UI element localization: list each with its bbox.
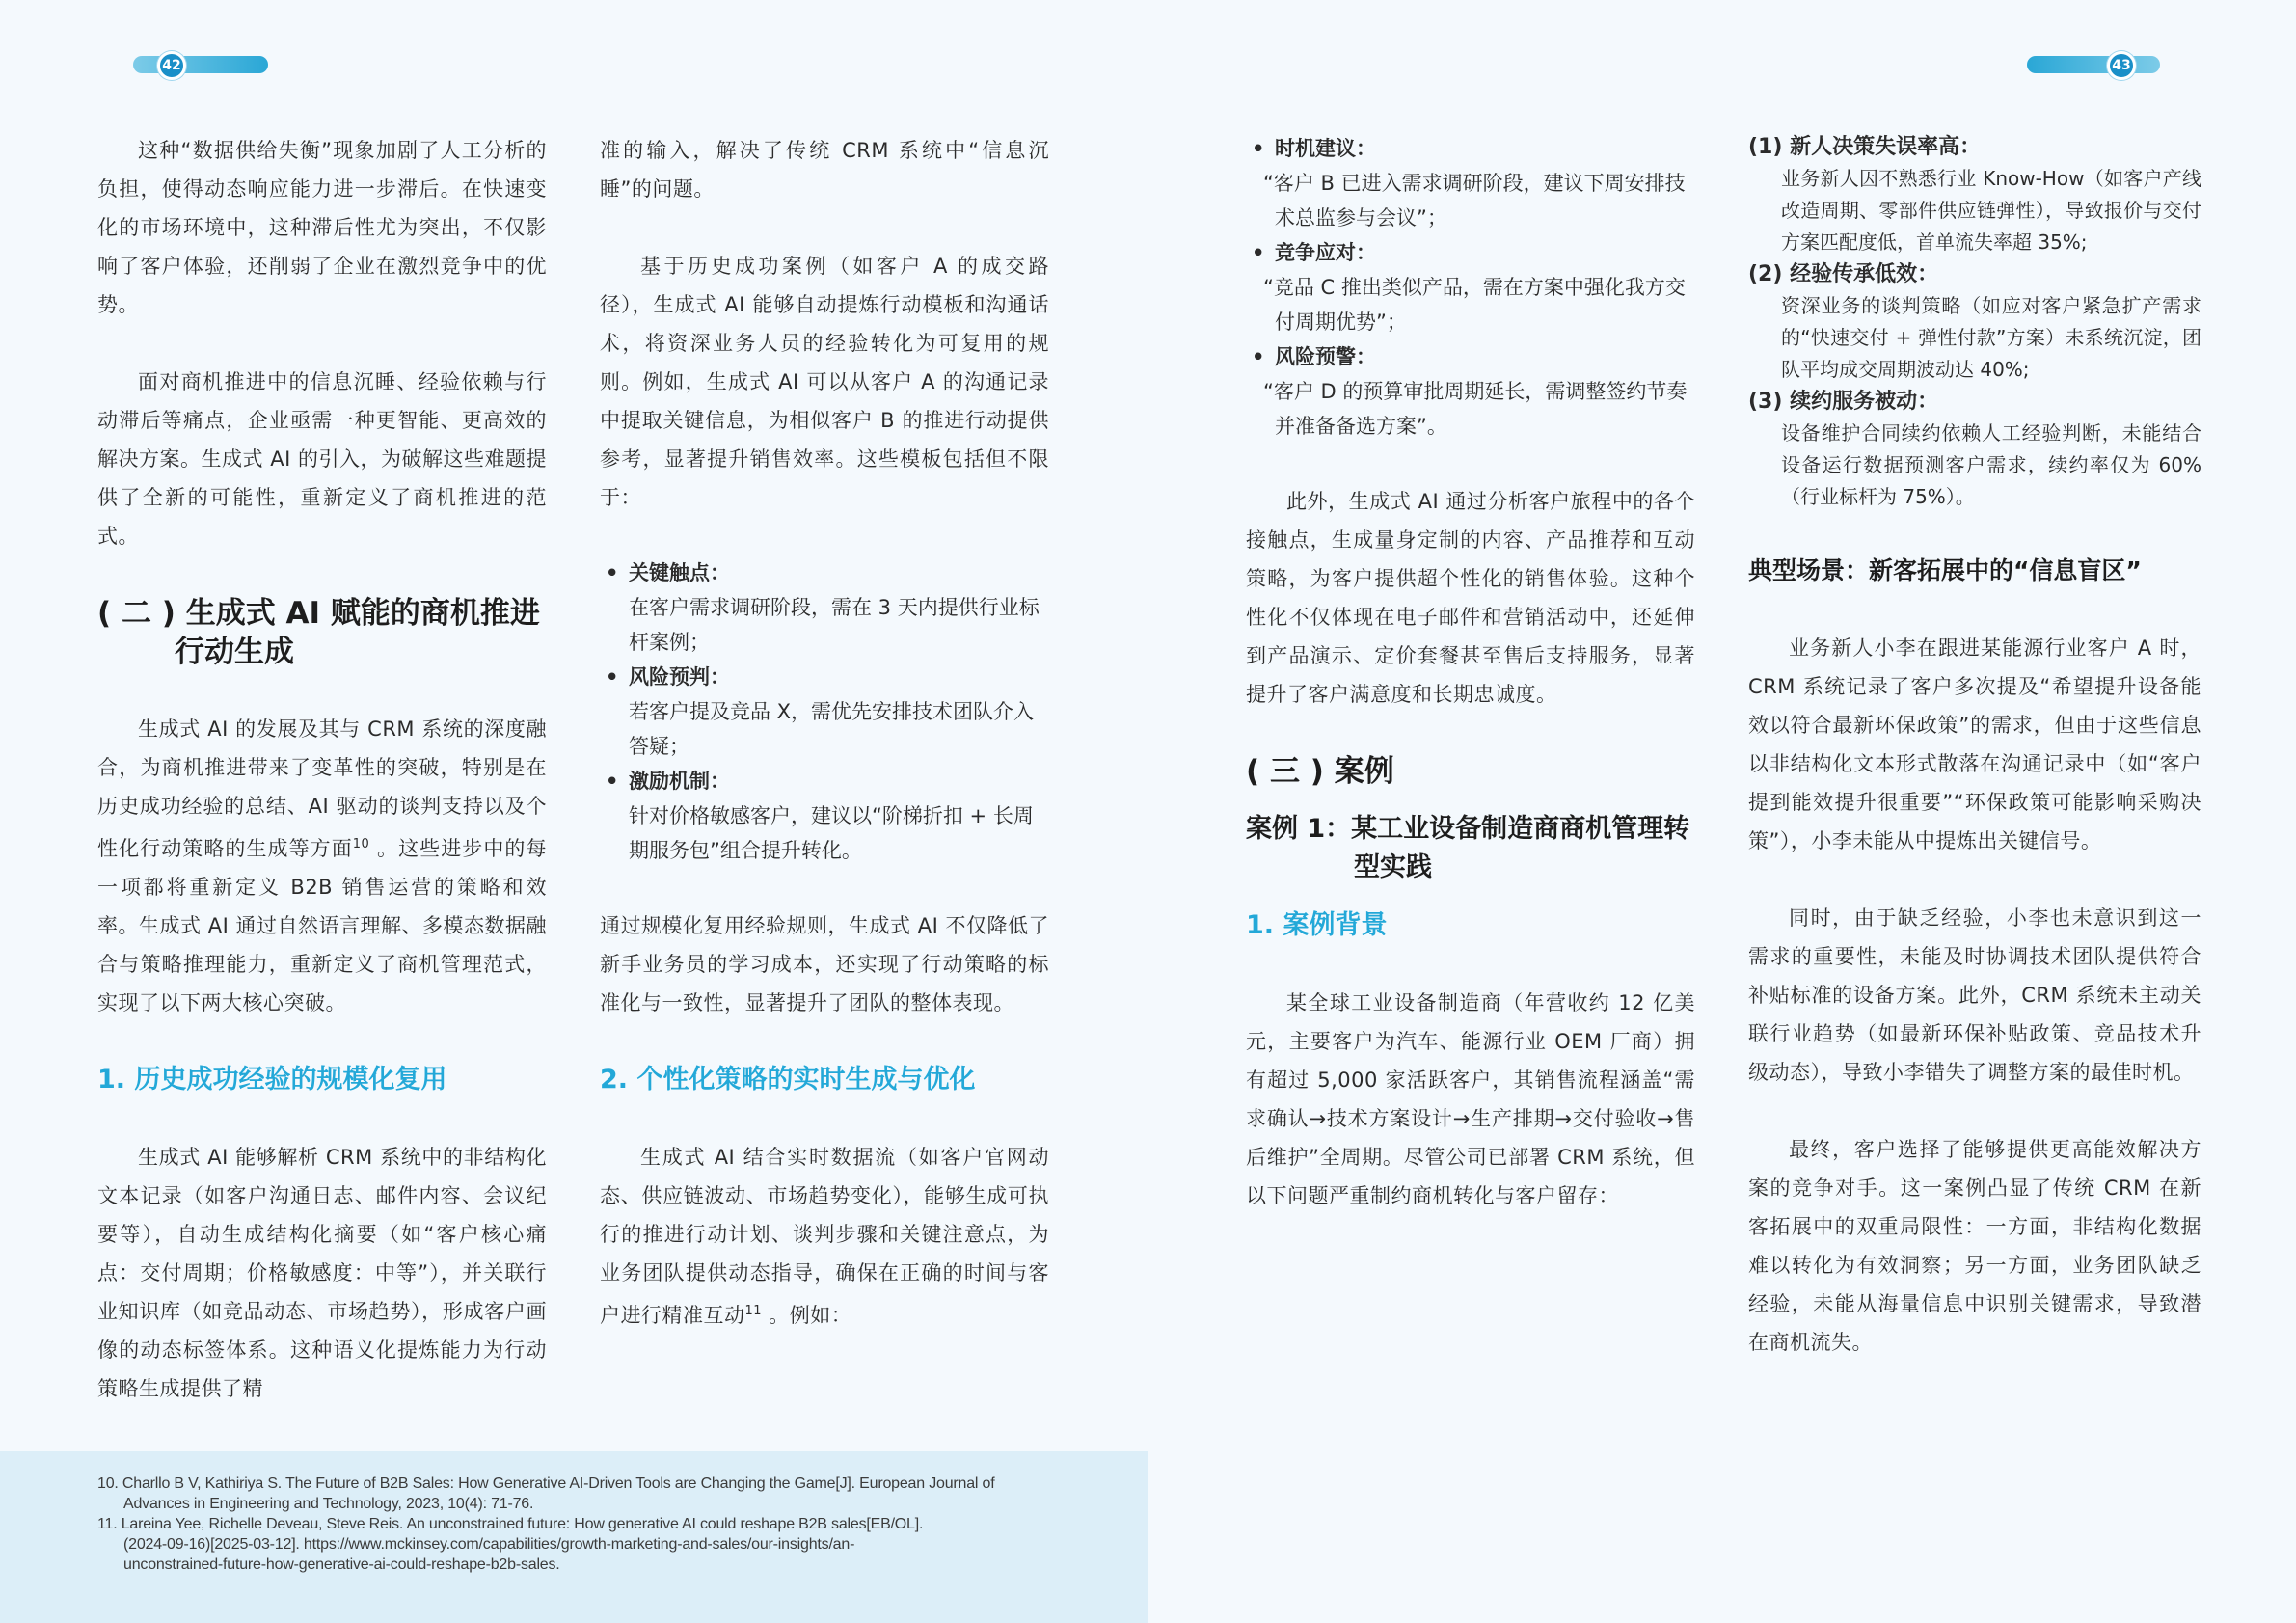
page-number-right: 43 bbox=[2107, 51, 2136, 80]
paragraph: 某全球工业设备制造商（年营收约 12 亿美元，主要客户为汽车、能源行业 OEM 厂商）拥有超过 5,000 家活跃客户，其销售流程涵盖“需求确认→技术方案设计→生产排期→交付验收→售后维护”全周期。尽管公司已部署 CRM 系统，但以下问题严重制约商机转化与客户留存： bbox=[1246, 991, 1695, 1207]
list-item-heading: (2) 经验传承低效： bbox=[1748, 262, 1939, 286]
list-item bbox=[1748, 131, 2201, 258]
list-item bbox=[600, 764, 1049, 868]
list-item-text: 若客户提及竞品 X，需优先安排技术团队介入答疑； bbox=[629, 700, 1035, 758]
list-item bbox=[1748, 386, 2201, 513]
list-item-heading: • 风险预判： bbox=[600, 660, 1049, 694]
footnote-10 bbox=[97, 1474, 1052, 1514]
footnotes bbox=[97, 1474, 1052, 1575]
paragraph-text: 生成式 AI 结合实时数据流（如客户官网动态、供应链波动、市场趋势变化），能够生成可执行的推进行动计划、谈判步骤和关键注意点，为业务团队提供动态指导，确保在正确的时间与客户进行精准互动 bbox=[600, 1146, 1049, 1327]
paragraph-text: 生成式 AI 的发展及其与 CRM 系统的深度融合，为商机推进带来了变革性的突破，特别是在历史成功经验的总结、AI 驱动的谈判支持以及个性化行动策略的生成等方面 bbox=[97, 717, 547, 860]
list-item-text: 业务新人因不熟悉行业 Know-How（如客户产线改造周期、零部件供应链弹性），导致报价与交付方案匹配度低，首单流失率超 35%; bbox=[1781, 167, 2201, 254]
subsection-heading: 2. 个性化策略的实时生成与优化 bbox=[600, 1065, 976, 1095]
scenario-heading: 典型场景：新客拓展中的“信息盲区” bbox=[1748, 556, 2142, 584]
list-item-heading: (1) 新人决策失误率高： bbox=[1748, 135, 1982, 159]
page-number-left: 42 bbox=[157, 51, 186, 80]
paragraph-text: 。例如： bbox=[762, 1304, 852, 1327]
page-bar-right bbox=[2027, 56, 2160, 73]
bullet-list bbox=[1246, 131, 1695, 444]
footnote-ref: 11 bbox=[744, 1304, 763, 1318]
page-bar-left bbox=[133, 56, 268, 73]
list-item bbox=[1246, 131, 1695, 235]
footnote-text: 11. Lareina Yee, Richelle Deveau, Steve Reis. An unconstrained future: How generative AI could reshape B2B sales[EB/OL]. bbox=[97, 1516, 924, 1532]
list-item-heading: • 竞争应对： bbox=[1246, 235, 1695, 270]
list-item-text: “客户 B 已进入需求调研阶段，建议下周安排技术总监参与会议”； bbox=[1263, 172, 1686, 230]
list-item-text: 设备维护合同续约依赖人工经验判断，未能结合设备运行数据预测客户需求，续约率仅为 60%（行业标杆为 75%）。 bbox=[1781, 421, 2201, 508]
subsection-heading: 1. 历史成功经验的规模化复用 bbox=[97, 1065, 447, 1095]
list-item-text: 资深业务的谈判策略（如应对客户紧急扩产需求的“快速交付 + 弹性付款”方案）未系统沉淀，团队平均成交周期波动达 40%; bbox=[1781, 294, 2201, 381]
case-heading: 案例 1：某工业设备制造商商机管理转型实践 bbox=[1246, 814, 1690, 882]
list-item-heading: (3) 续约服务被动： bbox=[1748, 390, 1939, 414]
paragraph bbox=[600, 1138, 1049, 1335]
paragraph: 基于历史成功案例（如客户 A 的成交路径），生成式 AI 能够自动提炼行动模板和沟通话术，将资深业务人员的经验转化为可复用的规则。例如，生成式 AI 可以从客户 A 的沟通记录中提取关键信息，为相似客户 B 的推进行动提供参考，显著提升销售效率。这些模板包括但不限于： bbox=[600, 255, 1049, 509]
paragraph bbox=[97, 710, 547, 1022]
list-item-text: “客户 D 的预算审批周期延长，需调整签约节奏并准备备选方案”。 bbox=[1263, 380, 1688, 438]
paragraph: 通过规模化复用经验规则，生成式 AI 不仅降低了新手业务员的学习成本，还实现了行动策略的标准化与一致性，显著提升了团队的整体表现。 bbox=[600, 914, 1049, 1014]
paragraph: 最终，客户选择了能够提供更高能效解决方案的竞争对手。这一案例凸显了传统 CRM 在新客拓展中的双重局限性：一方面，非结构化数据难以转化为有效洞察；另一方面，业务团队缺乏经验，未能从海量信息中识别关键需求，导致潜在商机流失。 bbox=[1748, 1138, 2201, 1354]
footnote-text: Advances in Engineering and Technology, 2023, 10(4): 71-76. bbox=[123, 1496, 534, 1512]
list-item-text: 针对价格敏感客户，建议以“阶梯折扣 + 长周期服务包”组合提升转化。 bbox=[629, 804, 1034, 862]
footnote-text: unconstrained-future-how-generative-ai-could-reshape-b2b-sales. bbox=[123, 1556, 560, 1573]
numbered-list bbox=[1748, 131, 2201, 513]
paragraph: 准的输入，解决了传统 CRM 系统中“信息沉睡”的问题。 bbox=[600, 139, 1049, 201]
paragraph: 业务新人小李在跟进某能源行业客户 A 时，CRM 系统记录了客户多次提及“希望提升设备能效以符合最新环保政策”的需求，但由于这些信息以非结构化文本形式散落在沟通记录中（如“客户提到能效提升很重要”“环保政策可能影响采购决策”），小李未能从中提炼出关键信号。 bbox=[1748, 636, 2201, 852]
footnote-11 bbox=[97, 1514, 1052, 1575]
paragraph-text: 。这些进步中的每一项都将重新定义 B2B 销售运营的策略和效率。生成式 AI 通过自然语言理解、多模态数据融合与策略推理能力，重新定义了商机管理范式，实现了以下两大核心突破。 bbox=[97, 837, 547, 1014]
bullet-list bbox=[600, 555, 1049, 868]
list-item-text: “竞品 C 推出类似产品，需在方案中强化我方交付周期优势”； bbox=[1263, 276, 1686, 334]
column-2 bbox=[600, 131, 1049, 1335]
paragraph: 这种“数据供给失衡”现象加剧了人工分析的负担，使得动态响应能力进一步滞后。在快速变化的市场环境中，这种滞后性尤为突出，不仅影响了客户体验，还削弱了企业在激烈竞争中的优势。 bbox=[97, 139, 547, 316]
list-item bbox=[1246, 235, 1695, 339]
list-item bbox=[1748, 258, 2201, 386]
list-item-heading: • 关键触点： bbox=[600, 555, 1049, 590]
column-3 bbox=[1246, 131, 1695, 1215]
list-item-text: 在客户需求调研阶段，需在 3 天内提供行业标杆案例； bbox=[629, 596, 1040, 654]
subsection-heading: 1. 案例背景 bbox=[1246, 910, 1388, 940]
list-item bbox=[600, 660, 1049, 764]
paragraph: 同时，由于缺乏经验，小李也未意识到这一需求的重要性，未能及时协调技术团队提供符合补贴标准的设备方案。此外，CRM 系统未主动关联行业趋势（如最新环保补贴政策、竞品技术升级动态），导致小李错失了调整方案的最佳时机。 bbox=[1748, 906, 2201, 1084]
list-item bbox=[1246, 339, 1695, 444]
list-item-heading: • 激励机制： bbox=[600, 764, 1049, 798]
footnote-ref: 10 bbox=[352, 837, 370, 852]
list-item-heading: • 风险预警： bbox=[1246, 339, 1695, 374]
paragraph: 生成式 AI 能够解析 CRM 系统中的非结构化文本记录（如客户沟通日志、邮件内容、会议纪要等），自动生成结构化摘要（如“客户核心痛点：交付周期；价格敏感度：中等”），并关联行业知识库（如竞品动态、市场趋势），形成客户画像的动态标签体系。这种语义化提炼能力为行动策略生成提供了精 bbox=[97, 1146, 547, 1400]
list-item bbox=[600, 555, 1049, 660]
column-4 bbox=[1748, 131, 2201, 1362]
column-1 bbox=[97, 131, 547, 1408]
paragraph: 此外，生成式 AI 通过分析客户旅程中的各个接触点，生成量身定制的内容、产品推荐和互动策略，为客户提供超个性化的销售体验。这种个性化不仅体现在电子邮件和营销活动中，还延伸到产品演示、定价套餐甚至售后支持服务，显著提升了客户满意度和长期忠诚度。 bbox=[1246, 490, 1695, 706]
footnote-text: 10. Charllo B V, Kathiriya S. The Future of B2B Sales: How Generative AI-Driven Tools are Changing the Game[J]. European Journal of bbox=[97, 1475, 995, 1492]
list-item-heading: • 时机建议： bbox=[1246, 131, 1695, 166]
footnote-text: (2024-09-16)[2025-03-12]. https://www.mckinsey.com/capabilities/growth-marketing-and-sales/our-insights/an- bbox=[123, 1536, 855, 1553]
section-heading: ( 三 ) 案例 bbox=[1246, 754, 1394, 789]
section-heading: ( 二 ) 生成式 AI 赋能的商机推进行动生成 bbox=[97, 596, 540, 669]
paragraph: 面对商机推进中的信息沉睡、经验依赖与行动滞后等痛点，企业亟需一种更智能、更高效的解决方案。生成式 AI 的引入，为破解这些难题提供了全新的可能性，重新定义了商机推进的范式。 bbox=[97, 370, 547, 548]
